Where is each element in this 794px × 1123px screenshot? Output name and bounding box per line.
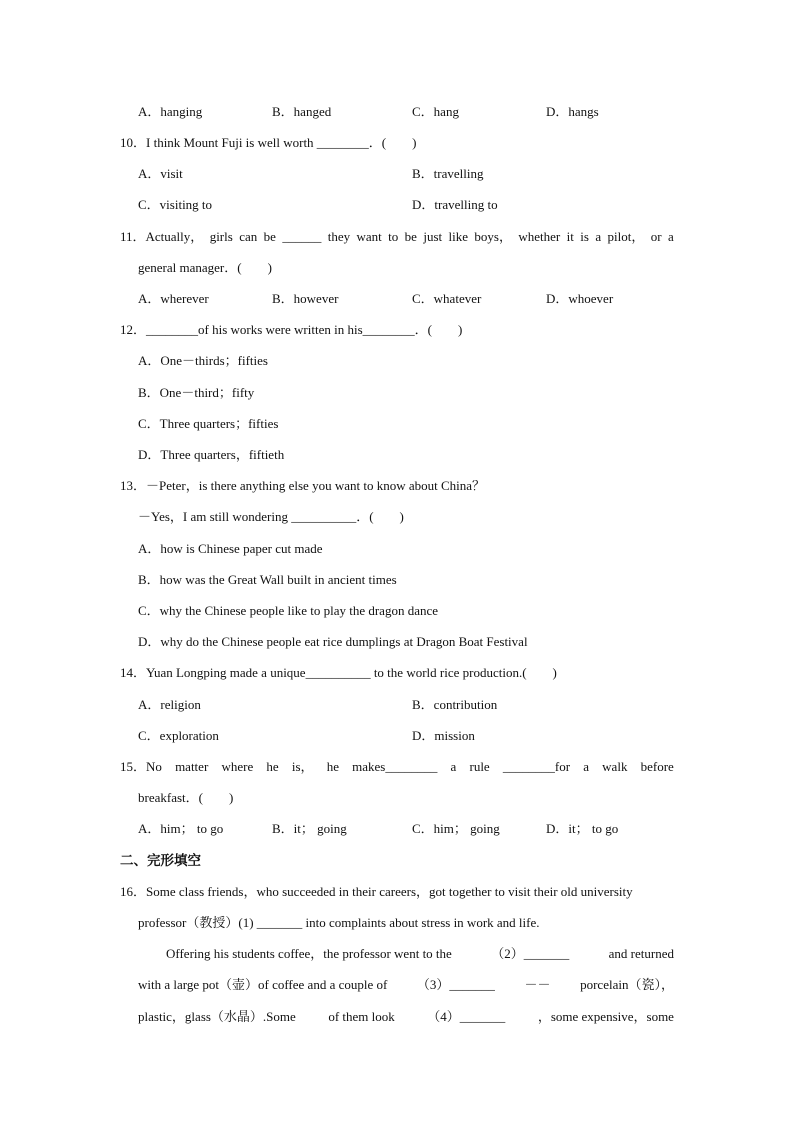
section-title-cloze: 二、完形填空 bbox=[120, 853, 201, 869]
q11-word: it bbox=[566, 229, 574, 244]
q11-word: just bbox=[423, 229, 443, 244]
q11-word: to bbox=[388, 229, 399, 244]
q16-text: plastic，glass（水晶）.Some bbox=[138, 1009, 296, 1024]
q16-blank-4: （4）_______ bbox=[427, 1009, 506, 1024]
q15-word: he bbox=[326, 759, 339, 774]
q16-text: porcelain（瓷）， bbox=[580, 977, 674, 992]
q11-option-d: D．whoever bbox=[546, 291, 614, 306]
q15-option-d: D．it； to go bbox=[546, 821, 619, 836]
q16-blank-3: （3）_______ bbox=[416, 977, 495, 992]
q11-word: 11．Actually， bbox=[120, 229, 204, 244]
q14-stem: 14．Yuan Longping made a unique__________ to the world rice production.( ) bbox=[120, 665, 557, 680]
q10-option-b: B．travelling bbox=[412, 166, 484, 181]
q15-word: rule bbox=[469, 759, 490, 774]
q14-option-a: A．religion bbox=[138, 697, 201, 712]
q15-option-a: A．him； to go bbox=[138, 821, 224, 836]
q9-option-c: C．hang bbox=[412, 104, 459, 119]
q11-word: be bbox=[263, 229, 276, 244]
q10-stem: 10．I think Mount Fuji is well worth ________．( ) bbox=[120, 135, 417, 150]
q15-option-b: B．it； going bbox=[272, 821, 347, 836]
q16-blank-2: （2）_______ bbox=[491, 946, 570, 961]
q16-text: and returned bbox=[608, 946, 674, 961]
q14-option-d: D．mission bbox=[412, 728, 475, 743]
q11-word: boys， bbox=[474, 229, 512, 244]
q11-word: can bbox=[239, 229, 258, 244]
q11-word: they bbox=[327, 229, 351, 244]
q16-text: ，some expensive，some bbox=[537, 1009, 674, 1024]
q11-word: be bbox=[404, 229, 417, 244]
q15-word: before bbox=[640, 759, 674, 774]
q15-word: is， bbox=[291, 759, 314, 774]
q11-word: a bbox=[667, 229, 674, 244]
q15-word: a bbox=[583, 759, 589, 774]
q12-stem: 12．________of his works were written in his________．( ) bbox=[120, 322, 463, 337]
q12-option-c: C．Three quarters；fifties bbox=[138, 416, 279, 431]
q16-text: of them look bbox=[328, 1009, 395, 1024]
q15-stem-line2: breakfast．( ) bbox=[138, 790, 234, 805]
q15-stem bbox=[120, 757, 674, 777]
q15-word: a bbox=[450, 759, 457, 774]
q16-text: with a large pot（壶）of coffee and a couple of bbox=[138, 977, 388, 992]
q15-word: where bbox=[221, 759, 254, 774]
q9-option-b: B．hanged bbox=[272, 104, 332, 119]
q13-option-b: B．how was the Great Wall built in ancient times bbox=[138, 572, 397, 587]
q15-word: matter bbox=[175, 759, 209, 774]
q13-stem: 13．－Peter，is there anything else you want to know about China？ bbox=[120, 478, 486, 493]
q11-word: is bbox=[580, 229, 589, 244]
q15-word: makes________ bbox=[352, 759, 438, 774]
q16-line2: professor（教授）(1) _______ into complaints about stress in work and life. bbox=[138, 915, 540, 930]
q16-text: Offering his students coffee，the professor went to the bbox=[166, 946, 452, 961]
q16-line3 bbox=[166, 944, 674, 964]
q16-line5 bbox=[138, 1007, 674, 1027]
q11-word: like bbox=[448, 229, 469, 244]
q11-word: pilot， bbox=[607, 229, 645, 244]
q15-word: walk bbox=[602, 759, 628, 774]
q12-option-b: B．One－third；fifty bbox=[138, 385, 255, 400]
q13-option-d: D．why do the Chinese people eat rice dumplings at Dragon Boat Festival bbox=[138, 634, 528, 649]
q10-option-a: A．visit bbox=[138, 166, 183, 181]
q11-word: a bbox=[595, 229, 602, 244]
q10-option-d: D．travelling to bbox=[412, 197, 498, 212]
q13-stem-line2: －Yes，I am still wondering __________．( ) bbox=[138, 509, 404, 524]
q16-text: －－ bbox=[524, 977, 551, 992]
q11-stem bbox=[120, 227, 674, 247]
q11-word: or bbox=[650, 229, 662, 244]
q14-option-b: B．contribution bbox=[412, 697, 498, 712]
q14-option-c: C．exploration bbox=[138, 728, 219, 743]
q15-word: ________for bbox=[502, 759, 571, 774]
q16-line1: 16．Some class friends，who succeeded in their careers，got together to visit their old university bbox=[120, 884, 633, 899]
q11-blank: ______ bbox=[282, 229, 322, 244]
q13-option-a: A．how is Chinese paper cut made bbox=[138, 541, 323, 556]
q10-option-c: C．visiting to bbox=[138, 197, 213, 212]
q11-word: whether bbox=[518, 229, 561, 244]
q11-word: want bbox=[356, 229, 382, 244]
q12-option-d: D．Three quarters，fiftieth bbox=[138, 447, 285, 462]
q16-line4 bbox=[138, 975, 674, 995]
q15-word: 15．No bbox=[120, 759, 162, 774]
q11-stem-line2: general manager．( ) bbox=[138, 260, 272, 275]
q15-word: he bbox=[266, 759, 279, 774]
q9-option-d: D．hangs bbox=[546, 104, 599, 119]
q11-option-a: A．wherever bbox=[138, 291, 209, 306]
q12-option-a: A．One－thirds；fifties bbox=[138, 353, 268, 368]
q9-option-a: A．hanging bbox=[138, 104, 203, 119]
q13-option-c: C．why the Chinese people like to play the dragon dance bbox=[138, 603, 439, 618]
q11-option-c: C．whatever bbox=[412, 291, 482, 306]
q11-option-b: B．however bbox=[272, 291, 339, 306]
q15-option-c: C．him； going bbox=[412, 821, 500, 836]
q11-word: girls bbox=[209, 229, 233, 244]
